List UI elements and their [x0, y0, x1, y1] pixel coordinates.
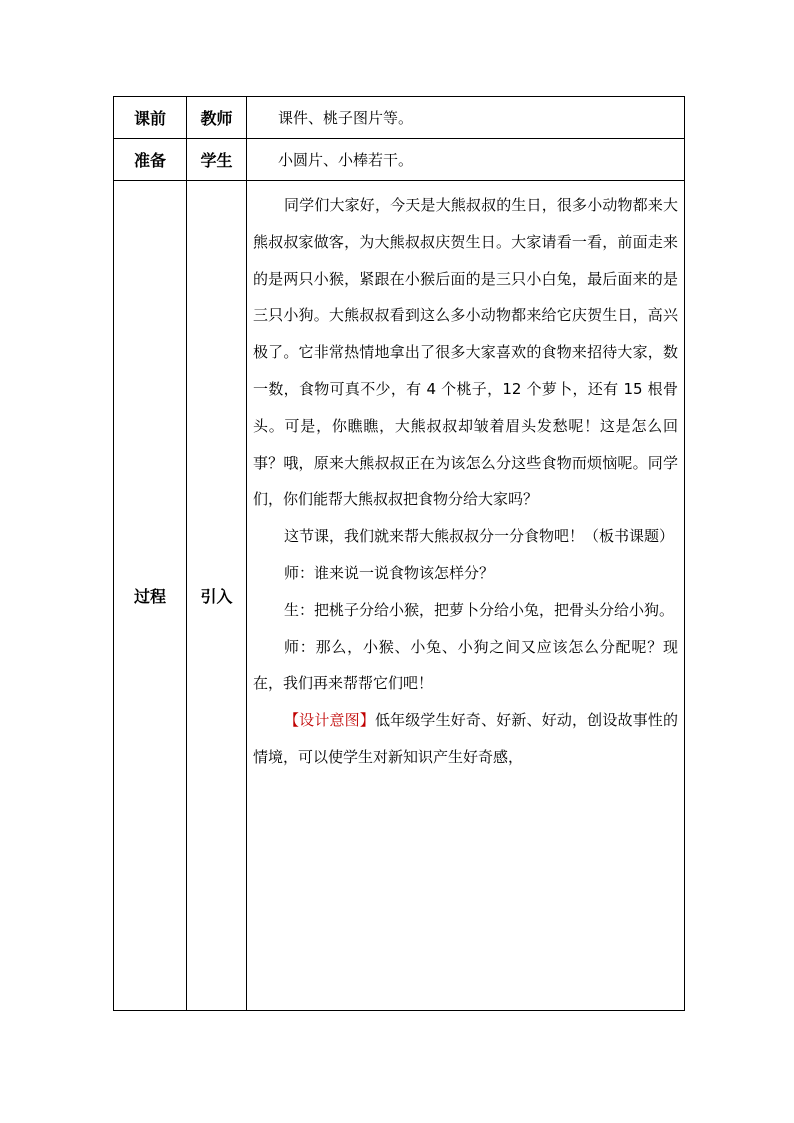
intro-paragraph: 师：谁来说一说食物该怎样分？	[284, 563, 495, 582]
table-row	[114, 139, 685, 181]
role-label-student: 学生	[187, 139, 247, 181]
student-materials	[247, 139, 685, 181]
stage-label-intro: 引入	[187, 181, 247, 1011]
intro-paragraph: 师：那么，小猴、小兔、小狗之间又应该怎么分配呢？现在，我们再来帮帮它们吧！	[253, 637, 678, 693]
intro-paragraph: 这节课，我们就来帮大熊叔叔分一分食物吧！（板书课题）	[284, 527, 675, 546]
role-label-teacher: 教师	[187, 97, 247, 139]
design-intent-paragraph	[253, 702, 678, 776]
teacher-materials	[247, 97, 685, 139]
lesson-plan-table	[113, 96, 685, 1011]
design-intent-text: 低年级学生好奇、好新、好动，创设故事性的情境，可以使学生对新知识产生好奇感，	[253, 711, 678, 766]
section-label-prep-bottom: 准备	[114, 139, 187, 181]
design-intent-tag: 【设计意图】	[284, 711, 375, 730]
intro-paragraph: 同学们大家好，今天是大熊叔叔的生日，很多小动物都来大熊叔叔家做客，为大熊叔叔庆贺生日。大家请看一看，前面走来的是两只小猴，紧跟在小猴后面的是三只小白兔，最后面来的是三只小狗。大熊叔叔看到这么多小动物都来给它庆贺生日，高兴极了。它非常热情地拿出了很多大家喜欢的食物来招待大家，数一数，食物可真不少，有 4 个桃子，12 个萝卜，还有 15 根骨头。可是，你瞧瞧，大熊叔叔却皱着眉头发愁呢！这是怎么回事？哦，原来大熊叔叔正在为该怎么分这些食物而烦恼呢。同学们，你们能帮大熊叔叔把食物分给大家吗？	[253, 196, 678, 509]
student-materials-text: 小圆片、小棒若干。	[278, 151, 414, 169]
table-row	[114, 181, 685, 1011]
intro-content	[247, 181, 684, 1010]
section-label-process: 过程	[114, 181, 187, 1011]
intro-paragraph: 生：把桃子分给小猴，把萝卜分给小兔，把骨头分给小狗。	[284, 600, 675, 619]
section-label-prep-top: 课前	[114, 97, 187, 139]
intro-content-cell	[247, 181, 685, 1011]
table-row	[114, 97, 685, 139]
teacher-materials-text: 课件、桃子图片等。	[278, 109, 414, 127]
